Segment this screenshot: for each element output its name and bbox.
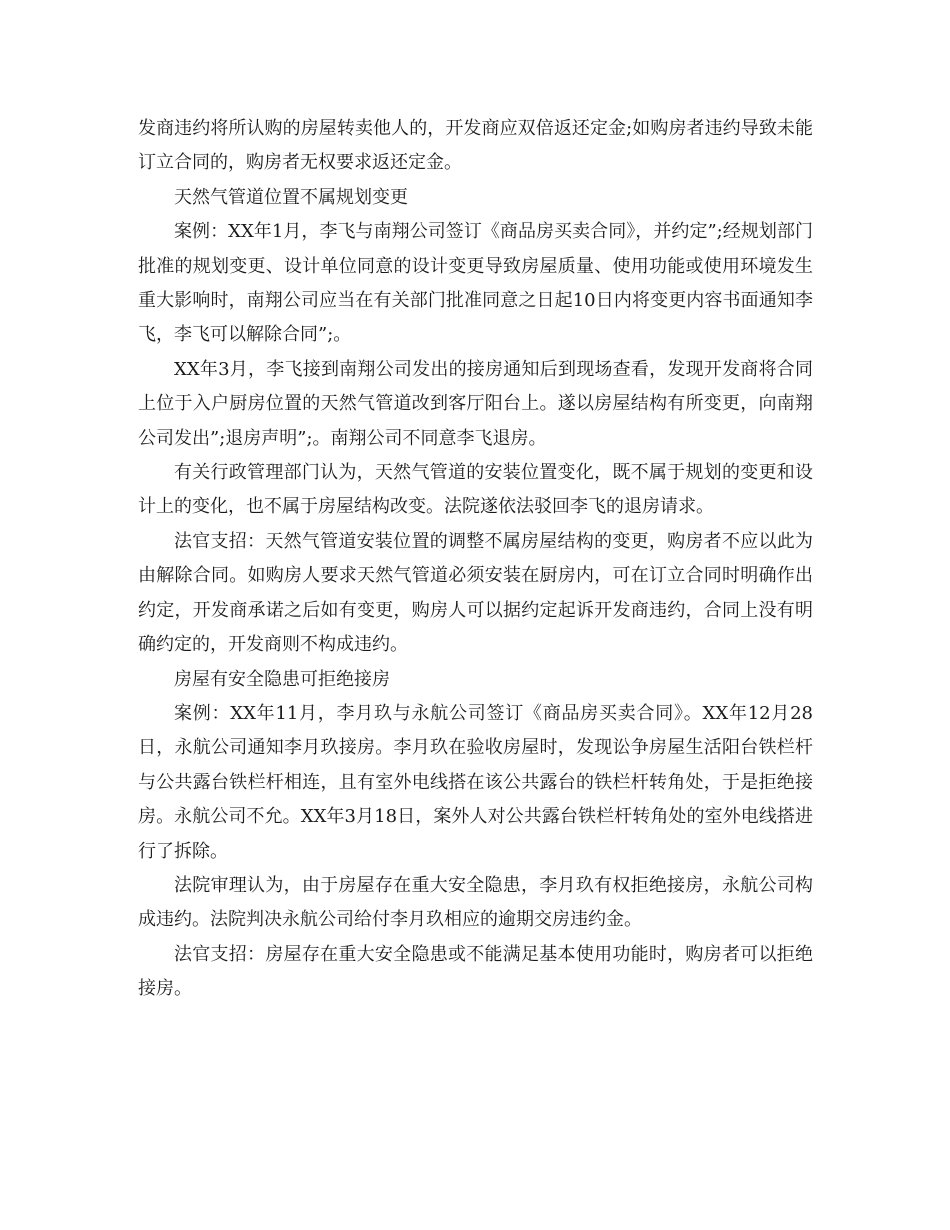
paragraph-ruling-gas-pipe: 有关行政管理部门认为，天然气管道的安装位置变化，既不属于规划的变更和设计上的变化，也不属于房屋结构改变。法院遂依法驳回李飞的退房请求。 (138, 462, 813, 518)
paragraph-case-gas-pipe-continued: XX年3月，李飞接到南翔公司发出的接房通知后到现场查看，发现开发商将合同上位于入户厨房位置的天然气管道改到客厅阳台上。遂以房屋结构有所变更，向南翔公司发出”;退房声明”;。南翔公司不同意李飞退房。 (138, 358, 813, 449)
section-heading-gas-pipe: 天然气管道位置不属规划变更 (174, 186, 408, 208)
paragraph-judge-advice-gas-pipe: 法官支招：天然气管道安装位置的调整不属房屋结构的变更，购房者不应以此为由解除合同。如购房人要求天然气管道必须安装在厨房内，可在订立合同时明确作出约定，开发商承诺之后如有变更，购房人可以据约定起诉开发商违约，合同上没有明确约定的，开发商则不构成违约。 (138, 530, 813, 656)
document-body (138, 112, 813, 1007)
paragraph-judge-advice-safety-hazard: 法官支招：房屋存在重大安全隐患或不能满足基本使用功能时，购房者可以拒绝接房。 (138, 943, 813, 1000)
paragraph-case-safety-hazard: 案例：XX年11月，李月玖与永航公司签订《商品房买卖合同》。XX年12月28日，永航公司通知李月玖接房。李月玖在验收房屋时，发现讼争房屋生活阳台铁栏杆与公共露台铁栏杆相连，且有室外电线搭在该公共露台的铁栏杆转角处，于是拒绝接房。永航公司不允。XX年3月18日，案外人对公共露台铁栏杆转角处的室外电线搭进行了拆除。 (138, 702, 813, 862)
paragraph-continuation: 发商违约将所认购的房屋转卖他人的，开发商应双倍返还定金;如购房者违约导致未能订立合同的，购房者无权要求返还定金。 (138, 118, 813, 174)
section-heading-safety-hazard: 房屋有安全隐患可拒绝接房 (174, 668, 390, 690)
paragraph-ruling-safety-hazard: 法院审理认为，由于房屋存在重大安全隐患，李月玖有权拒绝接房，永航公司构成违约。法院判决永航公司给付李月玖相应的逾期交房违约金。 (138, 874, 813, 931)
paragraph-case-gas-pipe: 案例：XX年1月，李飞与南翔公司签订《商品房买卖合同》，并约定”;经规划部门批准的规划变更、设计单位同意的设计变更导致房屋质量、使用功能或使用环境发生重大影响时，南翔公司应当在有关部门批准同意之日起10日内将变更内容书面通知李飞，李飞可以解除合同”;。 (138, 221, 813, 346)
